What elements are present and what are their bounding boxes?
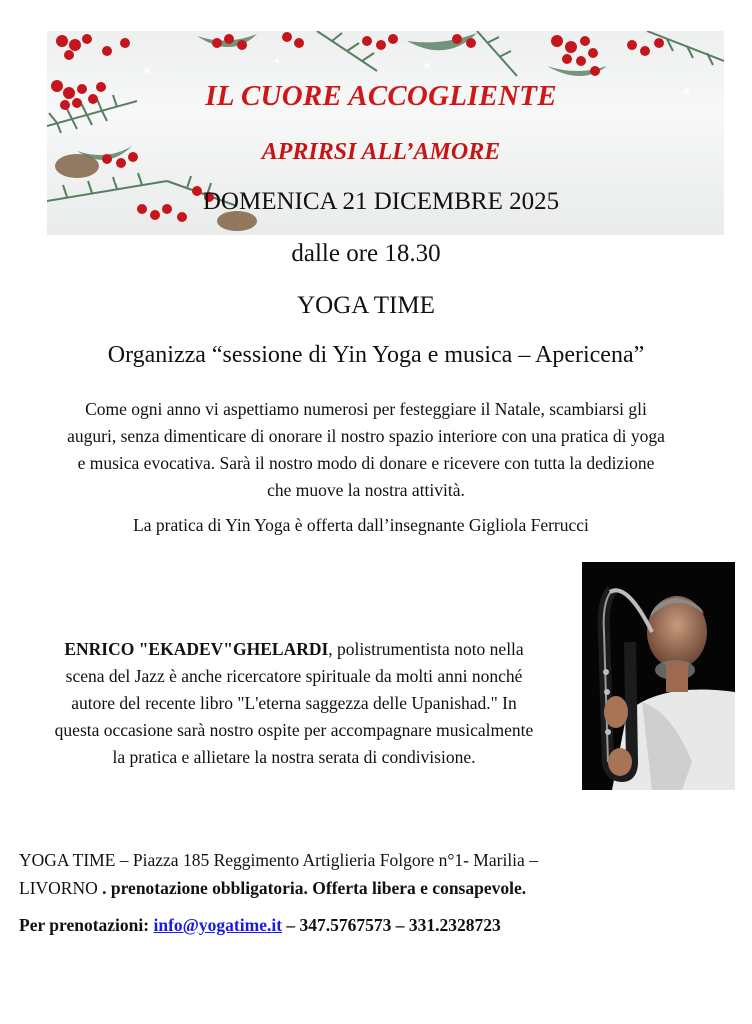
saxophone-player-photo [582, 562, 735, 790]
event-title: IL CUORE ACCOGLIENTE [205, 80, 557, 112]
description-line: Come ogni anno vi aspettiamo numerosi per festeggiare il Natale, scambiarsi gli [85, 399, 647, 419]
teacher-line: La pratica di Yin Yoga è offerta dall’insegnante Gigliola Ferrucci [133, 515, 589, 535]
phone-numbers: – 347.5767573 – 331.2328723 [282, 915, 501, 935]
description-paragraph [14, 396, 718, 504]
bio-first-line-rest: , polistrumentista noto nella [328, 639, 524, 659]
city-name: LIVORNO [19, 878, 103, 898]
address-line: YOGA TIME – Piazza 185 Reggimento Artiglieria Folgore n°1- Marilia – [19, 850, 538, 870]
organizer-name: YOGA TIME [297, 292, 435, 319]
musician-bio [14, 636, 574, 771]
description-line: e musica evocativa. Sarà il nostro modo di donare e ricevere con tutta la dedizione [77, 453, 655, 473]
session-heading: Organizza “sessione di Yin Yoga e musica – Apericena” [107, 342, 645, 368]
bio-line: scena del Jazz è anche ricercatore spirituale da molti anni nonché [65, 666, 523, 686]
description-line: che muove la nostra attività. [267, 480, 465, 500]
bio-line: la pratica e allietare la nostra serata di condivisione. [112, 747, 476, 767]
event-subtitle: APRIRSI ALL’AMORE [261, 139, 501, 165]
musician-name: ENRICO "EKADEV"GHELARDI [64, 639, 329, 659]
booking-label: Per prenotazioni: [19, 915, 154, 935]
booking-note: . prenotazione obbligatoria. Offerta libera e consapevole. [102, 878, 527, 898]
email-link[interactable]: info@yogatime.it [153, 915, 283, 935]
event-time: dalle ore 18.30 [291, 240, 441, 267]
footer-address [19, 846, 719, 902]
event-date: DOMENICA 21 DICEMBRE 2025 [202, 188, 560, 215]
bio-line: questa occasione sarà nostro ospite per accompagnare musicalmente [54, 720, 534, 740]
bio-line: autore del recente libro "L'eterna saggezza delle Upanishad." In [71, 693, 517, 713]
booking-contacts [19, 915, 719, 936]
musician-photo-illustration [582, 562, 735, 790]
address-line-2 [19, 874, 719, 902]
description-line: auguri, senza dimenticare di onorare il nostro spazio interiore con una pratica di yoga [67, 426, 665, 446]
bio-first-line [14, 636, 574, 663]
